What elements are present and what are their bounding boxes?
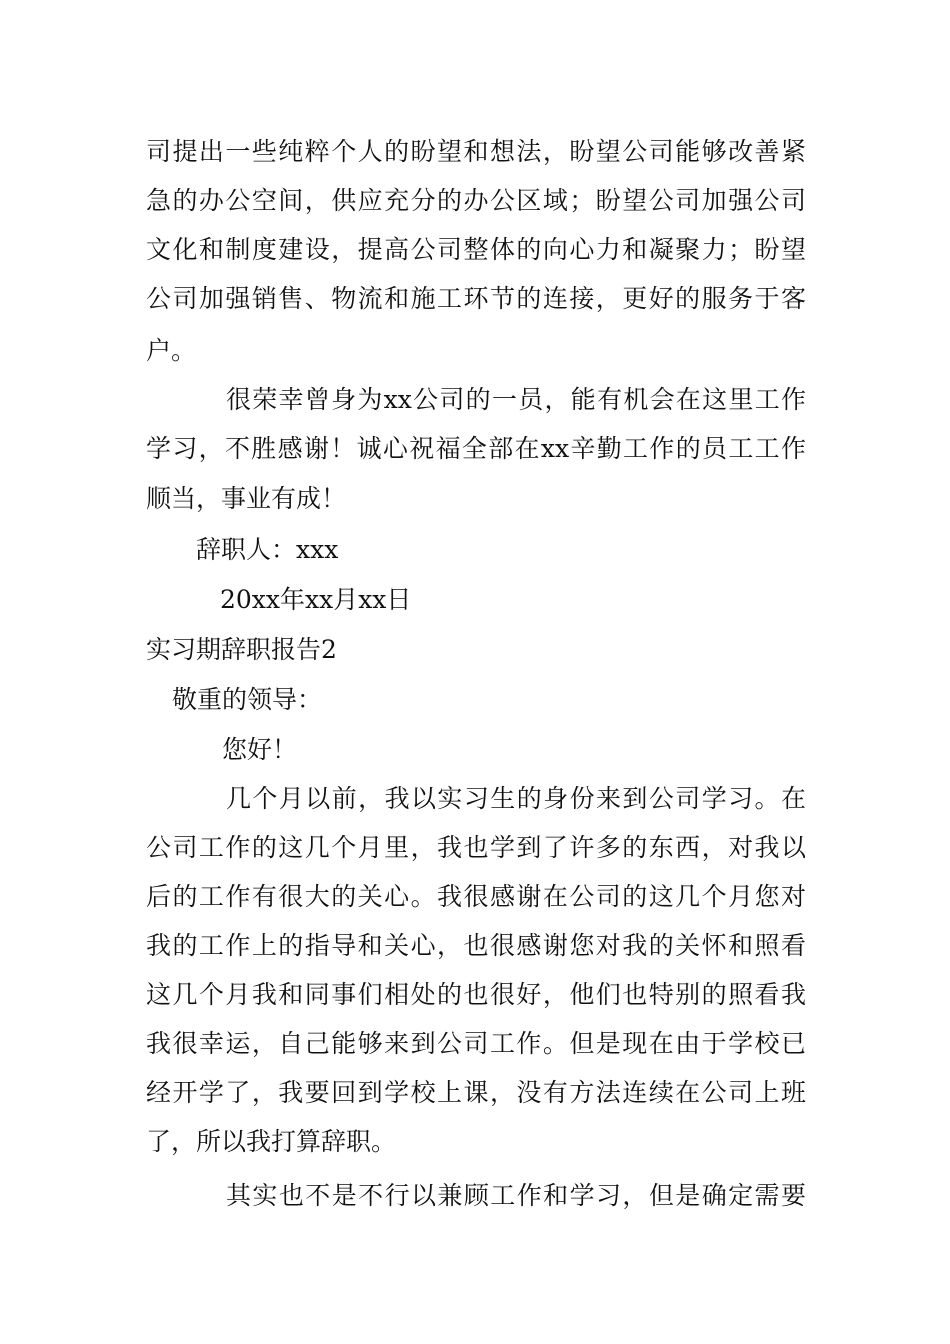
paragraph-line: 几个月以前，我以实习生的身份来到公司学习。在 — [226, 784, 806, 813]
paragraph-line: 公司加强销售、物流和施工环节的连接，更好的服务于客 — [146, 284, 806, 313]
signature-line: 辞职人：xxx — [196, 535, 339, 564]
paragraph-line: 经开学了，我要回到学校上课，没有方法连续在公司上班 — [146, 1078, 806, 1107]
paragraph-line: 顺当，事业有成！ — [146, 484, 347, 513]
paragraph-line: 后的工作有很大的关心。我很感谢在公司的这几个月您对 — [146, 882, 806, 911]
paragraph-line: 公司工作的这几个月里，我也学到了许多的东西，对我以 — [146, 833, 806, 862]
greeting: 您好！ — [222, 735, 298, 764]
paragraph-line: 这几个月我和同事们相处的也很好，他们也特别的照看我 — [146, 980, 806, 1009]
paragraph-line: 了，所以我打算辞职。 — [146, 1127, 397, 1156]
paragraph-line: 急的办公空间，供应充分的办公区域；盼望公司加强公司 — [146, 186, 806, 215]
paragraph-line: 司提出一些纯粹个人的盼望和想法，盼望公司能够改善紧 — [146, 137, 806, 166]
paragraph-line: 户。 — [146, 336, 197, 365]
salutation: 敬重的领导： — [172, 685, 323, 714]
paragraph-line: 其实也不是不行以兼顾工作和学习，但是确定需要 — [226, 1181, 806, 1210]
date-line: 20xx年xx月xx日 — [220, 585, 412, 614]
paragraph-line: 学习，不胜感谢！诚心祝福全部在xx辛勤工作的员工工作 — [146, 434, 806, 463]
paragraph-line: 文化和制度建设，提高公司整体的向心力和凝聚力；盼望 — [146, 235, 806, 264]
paragraph-line: 我很幸运，自己能够来到公司工作。但是现在由于学校已 — [146, 1029, 806, 1058]
paragraph-line: 我的工作上的指导和关心，也很感谢您对我的关怀和照看 — [146, 931, 806, 960]
paragraph-line: 很荣幸曾身为xx公司的一员，能有机会在这里工作 — [226, 385, 806, 414]
section-title: 实习期辞职报告2 — [146, 635, 337, 664]
